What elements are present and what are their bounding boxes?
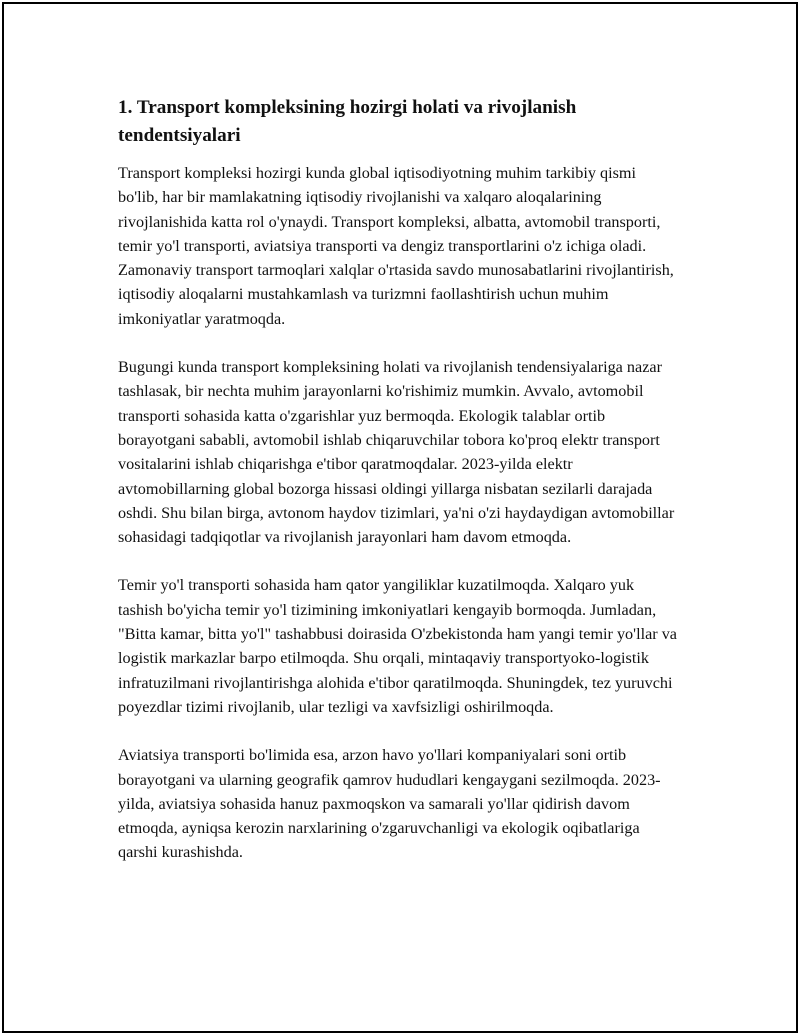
paragraph-aviation-transport: Aviatsiya transporti bo'limida esa, arzon havo yo'llari kompaniyalari soni ortib borayotgani va ularning geografik qamrov hududlari kengaygani sezilmoqda. 2023-yilda, aviatsiya sohasida hanuz paxmoqskon va samarali yo'llar qidirish davom etmoqda, ayniqsa kerozin narxlarining o'zgaruvchanligi va ekologik oqibatlariga qarshi kurashishda. <box>118 746 661 862</box>
paragraph-rail-transport: Temir yo'l transporti sohasida ham qator yangiliklar kuzatilmoqda. Xalqaro yuk tashish bo'yicha temir yo'l tizimining imkoniyatlari kengayib bormoqda. Jumladan, "Bitta kamar, bitta yo'l" tashabbusi doirasida O'zbekistonda ham yangi temir yo'llar va logistik markazlar barpo etilmoqda. Shu orqali, mintaqaviy transportyoko-logistik infratuzilmani rivojlantirishga alohida e'tibor qaratilmoqda. Shuningdek, tez yuruvchi poyezdlar tizimi rivojlanib, ular tezligi va xavfsizligi oshirilmoqda. <box>118 576 677 716</box>
paragraph-road-transport: Bugungi kunda transport kompleksining holati va rivojlanish tendensiyalariga nazar tashlasak, bir nechta muhim jarayonlarni ko'rishimiz mumkin. Avvalo, avtomobil transporti sohasida katta o'zgarishlar yuz bermoqda. Ekologik talablar ortib borayotgani sababli, avtomobil ishlab chiqaruvchilar tobora ko'proq elektr transport vositalarini ishlab chiqarishga e'tibor qaratmoqdalar. 2023-yilda elektr avtomobillarning global bozorga hissasi oldingi yillarga nisbatan sezilarli darajada oshdi. Shu bilan birga, avtonom haydov tizimlari, ya'ni o'zi haydaydigan avtomobillar sohasidagi tadqiqotlar va rivojlanish jarayonlari ham davom etmoqda. <box>118 358 675 547</box>
paragraph-intro: Transport kompleksi hozirgi kunda global iqtisodiyotning muhim tarkibiy qismi bo'lib, har bir mamlakatning iqtisodiy rivojlanishi va xalqaro aloqalarining rivojlanishida katta rol o'ynaydi. Transport kompleksi, albatta, avtomobil transporti, temir yo'l transporti, aviatsiya transporti va dengiz transportlarini o'z ichiga oladi. Zamonaviy transport tarmoqlari xalqlar o'rtasida savdo munosabatlarini rivojlantirish, iqtisodiy aloqalarni mustahkamlash va turizmni faollashtirish uchun muhim imkoniyatlar yaratmoqda. <box>118 164 674 328</box>
section-heading: 1. Transport kompleksining hozirgi holati va rivojlanish tendentsiyalari <box>118 97 577 146</box>
document-body <box>118 94 680 889</box>
